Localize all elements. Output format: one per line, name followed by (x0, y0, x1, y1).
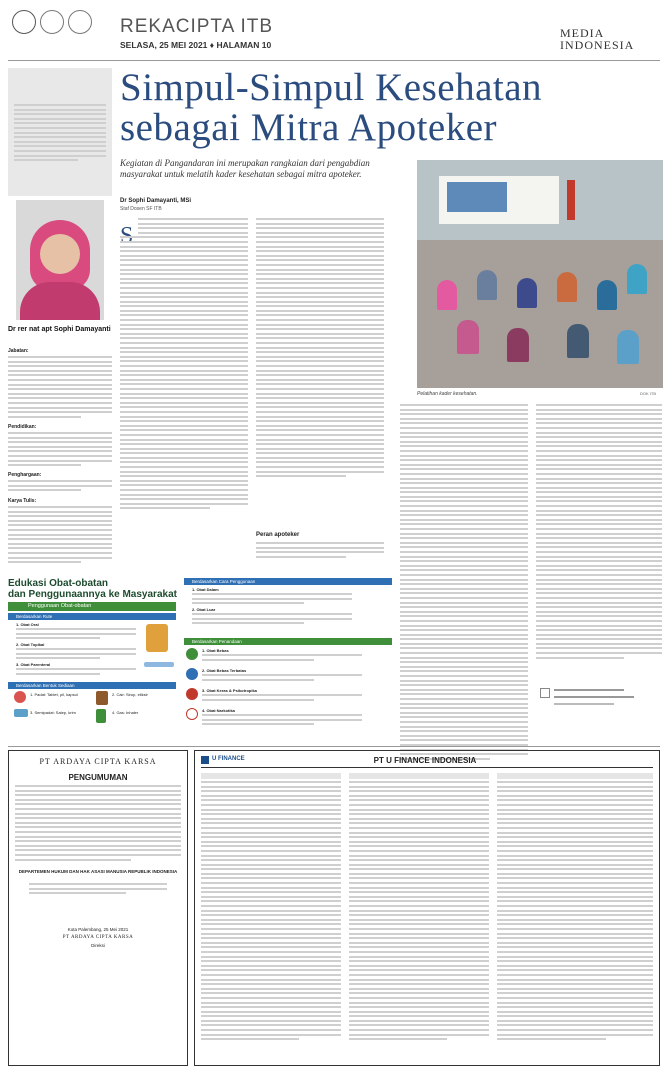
rute-item-topikal: 2. Obat Topikal (16, 642, 45, 647)
rute-parenteral-text (16, 668, 136, 677)
form-semipadat: 3. Semipadat: Salep, krim (30, 710, 76, 715)
finance-brand: U FINANCE (212, 756, 245, 762)
heading-pendidikan: Pendidikan: (8, 424, 37, 430)
body-column-4 (536, 404, 662, 661)
brand-indonesia: INDONESIA (560, 38, 635, 52)
body-column-2b (256, 542, 384, 560)
ad-signoff-role: Direksi (91, 943, 105, 948)
author-photo (16, 200, 104, 320)
article-lead: Kegiatan di Pangandaran ini merupakan rangkaian dari pengabdian masyarakat untuk melatih kader kesehatan sebagai mitra apoteker. (120, 158, 370, 179)
syringe-icon (144, 662, 174, 667)
infographic-title-1: Edukasi Obat-obatan (8, 578, 109, 589)
body-column-2 (256, 218, 384, 480)
article-title-line-2: sebagai Mitra Apoteker (120, 106, 498, 149)
ad-notice-text (15, 785, 181, 863)
label-green-circle-icon (186, 648, 198, 660)
body-column-1 (120, 218, 248, 512)
infographic-banner: Penggunaan Obat-obatan (8, 602, 176, 611)
pill-bottle-icon (146, 624, 168, 652)
label-obat-bebas-terbatas: 2. Obat Bebas Terbatas (202, 668, 247, 673)
finance-table-3 (497, 773, 653, 1063)
heading-jabatan: Jabatan: (8, 348, 29, 354)
label-narkotika-icon (186, 708, 198, 720)
article-title (120, 68, 550, 148)
label-obat-narkotika: 4. Obat Narkotika (202, 708, 235, 713)
karya-tulis-text (8, 506, 112, 566)
jabatan-text (8, 356, 112, 420)
section-rute: Berdasarkan Rute (8, 613, 176, 620)
header (0, 0, 670, 62)
ad-financial-statement (194, 750, 660, 1066)
label-keras-text (202, 694, 362, 703)
finance-table-1 (201, 773, 341, 1063)
finance-title: PT U FINANCE INDONESIA (373, 756, 477, 765)
partner-logo-icon (40, 10, 64, 34)
header-rule (8, 60, 660, 61)
ad-signoff-company: PT ARDAYA CIPTA KARSA (62, 935, 134, 940)
article-title-line-1: Simpul-Simpul Kesehatan (120, 66, 543, 109)
label-obat-keras: 3. Obat Keras & Psikotropika (202, 688, 257, 693)
subhead-peran-apoteker: Peran apoteker (256, 532, 300, 538)
section-cara-penggunaan: Berdasarkan Cara Penggunaan (184, 578, 392, 585)
rute-item-oral: 1. Obat Oral (16, 622, 39, 627)
label-blue-circle-icon (186, 668, 198, 680)
ad-company-name: PT ARDAYA CIPTA KARSA (39, 757, 157, 766)
usage-obat-dalam: 1. Obat Dalam (192, 587, 219, 592)
penghargaan-text (8, 480, 112, 494)
infographic-title-2: dan Penggunaannya ke Masyarakat (8, 589, 177, 600)
usage-obat-luar: 2. Obat Luar (192, 607, 216, 612)
byline: Dr Sophi Damayanti, MSi (120, 198, 192, 204)
photo-caption: Pelatihan kader kesehatan. (417, 391, 478, 397)
ad-notice-title: PENGUMUMAN (68, 773, 128, 782)
form-padat: 1. Padat: Tablet, pil, kapsul (30, 692, 78, 697)
heading-karya-tulis: Karya Tulis: (8, 498, 37, 504)
sponsor-box (540, 684, 658, 714)
label-red-circle-icon (186, 688, 198, 700)
ad-ministry: DEPARTEMEN HUKUM DAN HAK ASASI MANUSIA REPUBLIK INDONESIA (18, 869, 178, 874)
body-column-3 (400, 404, 528, 762)
finance-logo-icon (201, 756, 209, 764)
finance-table-2 (349, 773, 489, 1063)
form-gas: 4. Gas: Inhaler (112, 710, 139, 715)
heading-penghargaan: Penghargaan: (8, 472, 42, 478)
pendidikan-text (8, 432, 112, 469)
ad-announcement (8, 750, 188, 1066)
brand-media: MEDIA (560, 26, 605, 40)
ointment-icon (14, 709, 28, 717)
article-photo (417, 160, 663, 388)
date-line: SELASA, 25 MEI 2021 ♦ HALAMAN 10 (120, 40, 272, 50)
inhaler-icon (96, 709, 106, 723)
label-narkotika-text (202, 714, 362, 728)
byline-role: Staf Dosen SF ITB (120, 206, 162, 212)
rute-item-parenteral: 3. Obat Parenteral (16, 662, 51, 667)
ad-rule (8, 746, 660, 747)
partner-logo-icon-2 (68, 10, 92, 34)
rute-oral-text (16, 628, 136, 642)
profile-sidebar (8, 68, 112, 568)
usage-luar-text (192, 613, 352, 627)
itb-logo-icon (12, 10, 36, 34)
label-terbatas-text (202, 674, 362, 683)
syrup-icon (96, 691, 108, 705)
label-obat-bebas: 1. Obat Bebas (202, 648, 229, 653)
section-bentuk-sediaan: Berdasarkan Bentuk Sediaan (8, 682, 176, 689)
finance-title-rule (201, 767, 653, 768)
section-title: REKACIPTA ITB (120, 16, 274, 37)
form-cair: 2. Cair: Sirup, eliksir (112, 692, 148, 697)
ad-ministry-text (29, 883, 167, 897)
ad-signoff-city: Kota Palembang, 25 Mei 2021 (67, 927, 129, 932)
rute-topikal-text (16, 648, 136, 662)
section-penandaan: Berdasarkan Penandaan (184, 638, 392, 645)
photo-credit: DOK ITB (640, 391, 657, 396)
author-name: Dr rer nat apt Sophi Damayanti (8, 326, 111, 333)
infographic (8, 578, 392, 742)
usage-dalam-text (192, 593, 352, 607)
tablet-icon (14, 691, 26, 703)
author-bio-text (14, 104, 106, 164)
label-bebas-text (202, 654, 362, 663)
